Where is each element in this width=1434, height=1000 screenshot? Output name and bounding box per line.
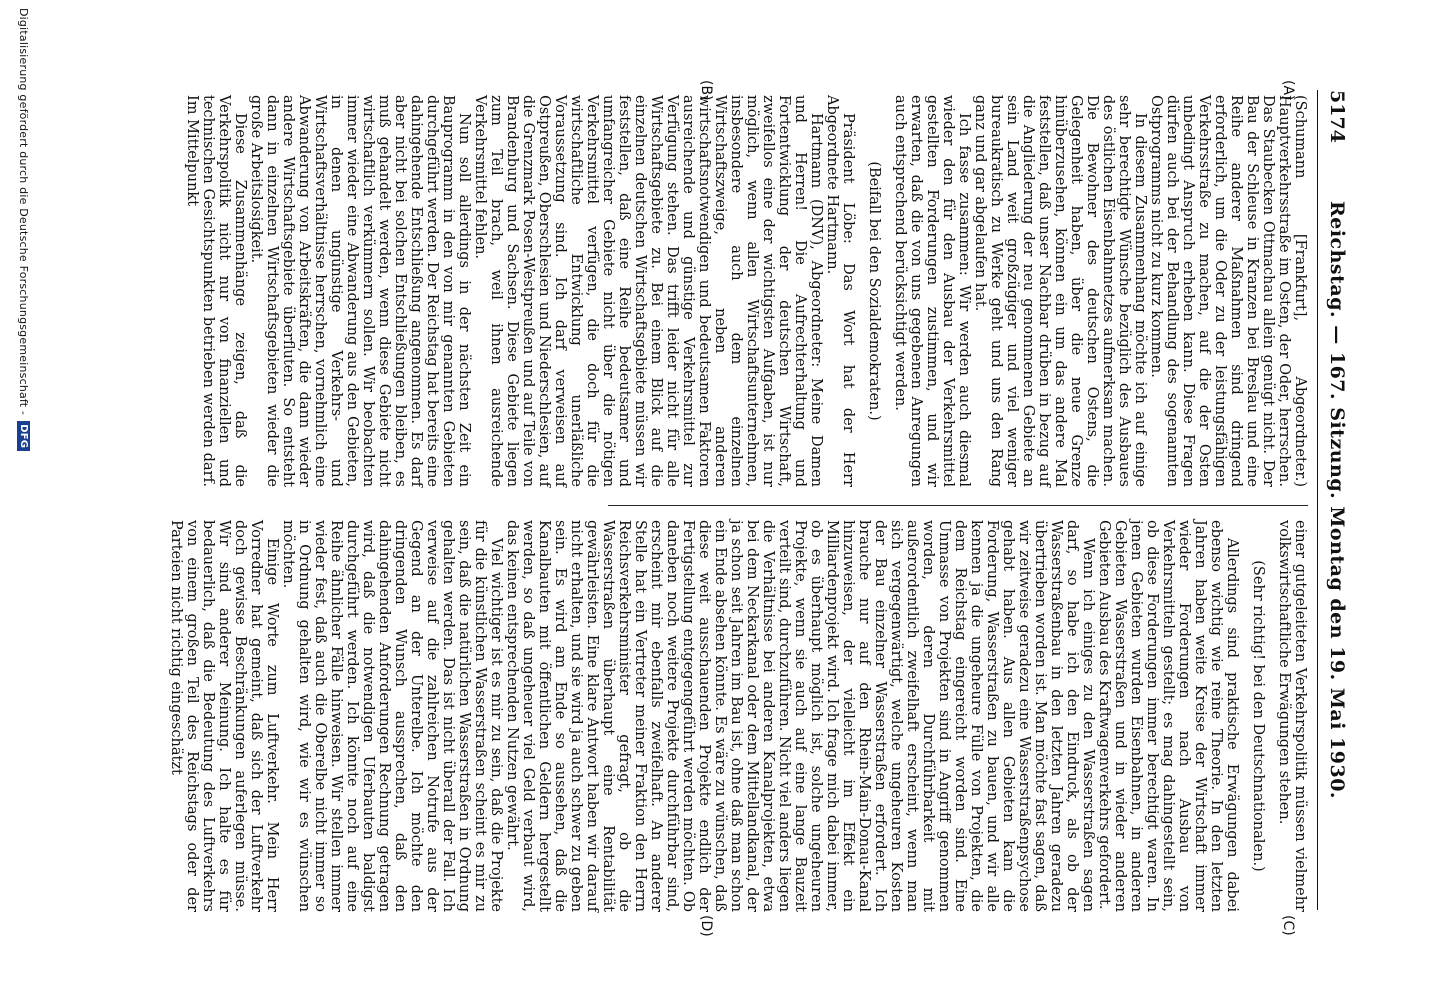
paragraph: Nun soll allerdings in der nächsten Zeit ein Bauprogramm in den von mir genannten Gebieten durchgeführt werden. Der Reichstag hat bereits eine dahingehende Entschließung angenommen. Es darf aber nicht bei solchen Entschließungen bleiben, es muß gehandelt werden, wenn diese Gebiete nicht wirtschaftlich verkümmern sollen. Wir beobachten immer wieder eine Abwanderung aus den Gebieten, in denen ungünstige Verkehrs- und Wirtschaftsverhältnisse herrschen, vornehmlich eine Abwanderung von Arbeitskräften, die dann wieder andere Wirtschaftsgebiete überfluten. So entsteht dann in einzelnen Wirtschaftsgebieten wieder die große Arbeitslosigkeit.	[248, 95, 472, 487]
page-title: Reichstag. — 167. Sitzung. Montag den 19. Mai 1930.	[1326, 200, 1348, 800]
paragraph: Einige Worte zum Luftverkehr. Mein Herr Vorredner hat gemeint, daß sich der Luftverkehr doch gewisse Beschränkungen auferlegen müsse. Wir sind anderer Meinung. Ich halte es für bedauerlich, daß die Bedeutung des Luftverkehrs von einem großen Teil des Reichstags oder der Parteien nicht richtig eingeschätzt	[168, 520, 280, 912]
paragraph: In diesem Zusammenhang möchte ich auf einige sehr berechtigte Wünsche bezüglich des Ausbaues des östlichen Eisenbahnnetzes aufmerksam machen. Die Bewohner des deutschen Ostens, die Gelegenheit haben, über die neue Grenze hinüberzusehen, können ein um das andere Mal feststellen, daß unser Nachbar drüben in bezug auf die Angliederung der neu genommenen Gebiete an sein Land weit großzügiger und viel weniger bureaukratisch zu Werke geht und uns den Rang ganz und gar abgelaufen hat.	[972, 95, 1148, 487]
paragraph: Diese Zusammenhänge zeigen, daß die Verkehrspolitik nicht nur von finanziellen und technischen Gesichtspunkten betrieben werden darf. Im Mittelpunkt	[184, 95, 248, 487]
left-column	[184, 95, 1308, 487]
paragraph: Allerdings sind praktische Erwägungen dabei ebenso wichtig wie reine Theorie. In den letzten Jahren haben weite Kreise der Wirtschaft immer wieder Forderungen nach Ausbau von Verkehrsmitteln gestellt; es mag dahingestellt sein, ob diese Forderungen immer berechtigt waren. In jenen Gebieten wurden Eisenbahnen, in anderen Gebieten Wasserstraßen und in wieder anderen Gebieten Ausbau des Kraftwagenverkehrs gefordert.	[1096, 520, 1240, 912]
margin-marker-d: (D)	[698, 915, 714, 937]
margin-marker-b: (B)	[698, 80, 714, 101]
paragraph: Ich fasse zusammen: Wir werden auch diesmal wieder den für den Ausbau der Verkehrsmittel gestellten Forderungen zustimmen, und wir erwarten, daß die von uns gegebenen Anregungen auch entsprechend berücksichtigt werden.	[892, 95, 972, 487]
paragraph: Viel wichtiger ist es mir zu sein, daß die Projekte für die künstlichen Wasserstraßen scheint es mir zu sein, daß die natürlichen Wasserstraßen in Ordnung gehalten werden. Das ist nicht überall der Fall. Ich verweise auf die zahlreichen Notrufe aus der Gegend an der Unterelbe. Ich möchte den dringenden Wunsch aussprechen, daß den dahingehenden Anforderungen Rechnung getragen wird, daß die notwendigen Uferbauten baldigst durchgeführt werden. Ich könnte noch auf eine Reihe ähnlicher Fälle hinweisen. Wir stellen immer wieder fest, daß auch die Oberelbe nicht immer so in Ordnung gehalten wird, wie wir es wünschen möchten.	[280, 520, 504, 912]
applause-note: (Beifall bei den Sozialdemokraten.)	[866, 161, 882, 421]
paragraph: Hartmann (DNV), Abgeordneter: Meine Damen und Herren! Die Aufrechterhaltung und Fortentwicklung der deutschen Wirtschaft, zweifellos eine der wichtigsten Aufgaben, ist nur möglich, wenn allen Wirtschaftsunternehmen, insbesondere auch dem einzelnen Wirtschaftszweige, neben anderen wirtschaftsnotwendigen und bedeutsamen Faktoren ausreichende und günstige Verkehrsmittel zur Verfügung stehen. Das trifft leider nicht für alle Wirtschaftsgebiete zu. Bei einem Blick auf die einzelnen deutschen Wirtschaftsgebiete müssen wir feststellen, daß eine Reihe bedeutsamer und umfangreicher Gebiete nicht über die nötigen Verkehrsmittel verfügen, die doch für die wirtschaftliche Entwicklung unerläßliche Voraussetzung sind. Ich darf verweisen auf Ostpreußen, Oberschlesien und Niederschlesien, auf die Grenzmark Posen-Westpreußen und auf Teile von Brandenburg und Sachsen. Diese Gebiete liegen zum Teil brach, weil ihnen ausreichende Verkehrsmittel fehlen.	[472, 95, 824, 487]
digitization-credit	[12, 8, 36, 988]
column-divider	[608, 505, 1308, 506]
right-column	[168, 520, 1308, 912]
margin-marker-c: (C)	[1280, 915, 1296, 936]
credit-text: Digitalisierung gefördert durch die Deutsche Forschungsgemeinschaft -	[17, 8, 31, 416]
dfg-logo: DFG	[18, 421, 31, 451]
page-header	[1317, 90, 1358, 910]
interjection-note: (Sehr richtig! bei den Deutschnationalen.)	[1250, 560, 1266, 872]
paragraph: (Schumann [Frankfurt], Abgeordneter.) Hauptverkehrsstraße im Osten, der Oder, herrschen. Das Staubecken Ottmachau allein genügt nicht. Der Bau der Schleuse in Kranzen bei Breslau und eine Reihe anderer Maßnahmen sind dringend erforderlich, um die Oder zu der leistungsfähigen Verkehrsstraße zu machen, auf die der Osten unbedingt Anspruch erheben kann. Diese Fragen dürfen auch bei der Behandlung des sogenannten Ostprogramms nicht zu kurz kommen.	[1148, 95, 1308, 487]
paragraph: einer gutgeleiteten Verkehrspolitik müssen vielmehr volkswirtschaftliche Erwägungen stehen.	[1276, 520, 1308, 912]
margin-marker-a: (A)	[1280, 80, 1296, 101]
page-number: 5174	[1326, 90, 1348, 143]
paragraph: Wenn ich einiges zu den Wasserstraßen sagen darf, so habe ich den Eindruck, als ob der Wasserstraßenbau in den letzten Jahren geradezu übertrieben worden ist. Man möchte fast sagen, daß wir zeitweise geradezu eine Wasserstraßenpsychose gehabt haben. Aus allen Gebieten kam die Forderung, Wasserstraßen zu bauen, und wir alle kennen ja die ungeheure Fülle von Projekten, die dem Reichstag eingereicht worden sind. Eine Unmasse von Projekten sind in Angriff genommen worden, deren Durchführbarkeit mit außerordentlich zweifelhaft erscheint, wenn man sich vergegenwärtigt, welche ungeheuren Kosten der Bau einzelner Wasserstraßen erfordert. Ich brauche nur auf den Rhein-Main-Donau-Kanal hinzuweisen, der vielleicht im Effekt ein Milliardenprojekt wird. Ich frage mich dabei immer, ob es überhaupt möglich ist, solche ungeheuren Projekte, wenn sie auch auf eine lange Bauzeit verteilt sind, durchzuführen. Nicht viel anders liegen die Verhältnisse bei anderen Kanalprojekten, etwa bei dem Neckarkanal oder dem Mittellandkanal, der ja schon seit Jahren im Bau ist, ohne daß man schon ein Ende absehen könnte. Es wäre zu wünschen, daß diese weit ausschauenden Projekte endlich der Fertigstellung entgegengeführt werden möchten. Ob daneben noch weitere Projekte durchführbar sind, erscheint mir ebenfalls zweifelhaft. An anderer Stelle hat ein Vertreter meiner Fraktion den Herrn Reichsverkehrsminister gefragt, ob die Wasserstraßen überhaupt eine Rentabilität gewährleisten. Eine klare Antwort haben wir darauf nicht erhalten, und sie wird ja auch schwer zu geben sein. Es wird am Ende so aussehen, daß die Kanalbauten mit öffentlichen Geldern hergestellt werden, so daß ungeheuer viel Geld verbaut wird, das keinen entsprechenden Nutzen gewährt.	[504, 520, 1096, 912]
speaker-introduction: Präsident Löbe: Das Wort hat der Herr Abgeordnete Hartmann.	[824, 95, 856, 487]
